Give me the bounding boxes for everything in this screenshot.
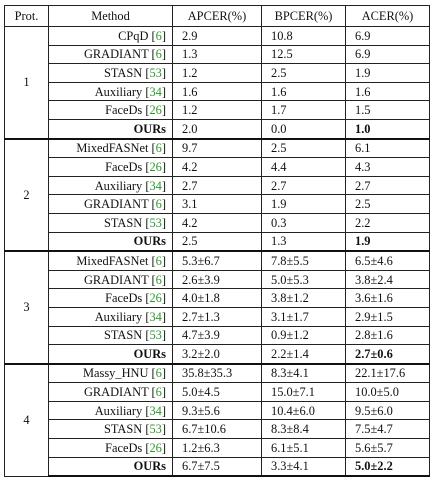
method-name: MixedFASNet — [76, 141, 149, 156]
method-name: FaceDs — [105, 103, 143, 118]
bpcer-cell: 2.2±1.4 — [262, 345, 346, 364]
method-name: STASN — [103, 328, 143, 343]
method-cell: MixedFASNet [6] — [49, 139, 173, 158]
apcer-cell: 4.7±3.9 — [173, 326, 262, 345]
protocol-cell: 4 — [5, 364, 49, 477]
acer-cell: 6.9 — [346, 27, 430, 46]
apcer-cell: 5.0±4.5 — [173, 383, 262, 402]
method-cell: STASN [53] — [49, 64, 173, 83]
acer-cell: 1.6 — [346, 82, 430, 101]
citation-link[interactable]: 6 — [155, 28, 162, 43]
method-name: GRADIANT — [83, 197, 149, 212]
table-row — [5, 307, 430, 326]
table-row — [5, 270, 430, 289]
header-acer: ACER(%) — [346, 6, 430, 27]
apcer-cell: 9.7 — [173, 139, 262, 158]
bpcer-cell: 0.3 — [262, 213, 346, 232]
table-row — [5, 345, 430, 364]
citation-link[interactable]: 34 — [149, 403, 162, 418]
method-name: GRADIANT — [83, 272, 149, 287]
acer-cell: 2.7±0.6 — [346, 345, 430, 364]
apcer-cell: 6.7±7.5 — [173, 457, 262, 476]
table-row — [5, 251, 430, 270]
apcer-cell: 2.7±1.3 — [173, 307, 262, 326]
apcer-cell: 9.3±5.6 — [173, 401, 262, 420]
method-cell — [49, 232, 173, 251]
method-name: OURs — [133, 234, 166, 249]
bpcer-cell: 3.8±1.2 — [262, 289, 346, 308]
citation-link[interactable]: 6 — [155, 385, 162, 400]
bpcer-cell: 3.1±1.7 — [262, 307, 346, 326]
bpcer-cell: 0.0 — [262, 119, 346, 138]
bpcer-cell: 12.5 — [262, 45, 346, 64]
apcer-cell: 5.3±6.7 — [173, 251, 262, 270]
apcer-cell: 2.6±3.9 — [173, 270, 262, 289]
method-cell: GRADIANT [6] — [49, 270, 173, 289]
apcer-cell: 2.5 — [173, 232, 262, 251]
method-name: STASN — [103, 422, 143, 437]
apcer-cell: 2.9 — [173, 27, 262, 46]
table-row — [5, 420, 430, 439]
method-name: OURs — [133, 121, 166, 136]
bpcer-cell: 10.4±6.0 — [262, 401, 346, 420]
acer-cell: 3.6±1.6 — [346, 289, 430, 308]
header-row — [5, 6, 430, 27]
protocol-cell: 3 — [5, 251, 49, 364]
method-name: Auxiliary — [94, 403, 143, 418]
method-cell: STASN [53] — [49, 420, 173, 439]
method-cell: Auxiliary [34] — [49, 82, 173, 101]
table-row — [5, 457, 430, 476]
bpcer-cell: 8.3±4.1 — [262, 364, 346, 383]
table-row — [5, 383, 430, 402]
method-name: STASN — [103, 215, 143, 230]
table-row — [5, 326, 430, 345]
bpcer-cell: 1.7 — [262, 101, 346, 120]
citation-link[interactable]: 53 — [149, 328, 162, 343]
method-name: CPqD — [118, 28, 149, 43]
acer-cell: 5.0±2.2 — [346, 457, 430, 476]
citation-link[interactable]: 34 — [149, 309, 162, 324]
acer-cell: 1.9 — [346, 232, 430, 251]
acer-cell: 10.0±5.0 — [346, 383, 430, 402]
acer-cell: 1.9 — [346, 64, 430, 83]
method-cell — [49, 457, 173, 476]
bpcer-cell: 2.5 — [262, 139, 346, 158]
citation-link[interactable]: 26 — [149, 291, 162, 306]
method-name: GRADIANT — [83, 385, 149, 400]
table-row — [5, 27, 430, 46]
acer-cell: 9.5±6.0 — [346, 401, 430, 420]
bpcer-cell: 0.9±1.2 — [262, 326, 346, 345]
acer-cell: 1.5 — [346, 101, 430, 120]
method-name: FaceDs — [105, 291, 143, 306]
apcer-cell: 4.2 — [173, 213, 262, 232]
citation-link[interactable]: 6 — [155, 253, 162, 268]
bpcer-cell: 1.9 — [262, 195, 346, 214]
table-row — [5, 195, 430, 214]
protocol-cell: 2 — [5, 139, 49, 252]
header-protocol: Prot. — [5, 6, 49, 27]
method-name: STASN — [103, 65, 143, 80]
acer-cell: 6.5±4.6 — [346, 251, 430, 270]
bpcer-cell: 4.4 — [262, 158, 346, 177]
protocol-cell: 1 — [5, 27, 49, 139]
citation-link[interactable]: 26 — [149, 103, 162, 118]
table-row — [5, 101, 430, 120]
header-apcer: APCER(%) — [173, 6, 262, 27]
method-cell — [49, 119, 173, 138]
citation-link[interactable]: 26 — [149, 440, 162, 455]
acer-cell: 6.1 — [346, 139, 430, 158]
method-name: Auxiliary — [94, 178, 143, 193]
method-name: Auxiliary — [94, 84, 143, 99]
apcer-cell: 2.0 — [173, 119, 262, 138]
method-cell — [49, 345, 173, 364]
header-method: Method — [49, 6, 173, 27]
table-row — [5, 82, 430, 101]
apcer-cell: 4.2 — [173, 158, 262, 177]
method-name: Massy_HNU — [83, 366, 149, 381]
method-cell: GRADIANT [6] — [49, 195, 173, 214]
method-cell: FaceDs [26] — [49, 439, 173, 458]
acer-cell: 7.5±4.7 — [346, 420, 430, 439]
apcer-cell: 3.2±2.0 — [173, 345, 262, 364]
table-row — [5, 119, 430, 138]
citation-link[interactable]: 6 — [155, 272, 162, 287]
bpcer-cell: 7.8±5.5 — [262, 251, 346, 270]
table-row — [5, 232, 430, 251]
table-row — [5, 289, 430, 308]
citation-link[interactable]: 6 — [155, 366, 162, 381]
citation-link[interactable]: 34 — [149, 178, 162, 193]
citation-link[interactable]: 6 — [155, 141, 162, 156]
bpcer-cell: 1.6 — [262, 82, 346, 101]
table-row — [5, 364, 430, 383]
apcer-cell: 4.0±1.8 — [173, 289, 262, 308]
method-cell: FaceDs [26] — [49, 101, 173, 120]
method-cell: Massy_HNU [6] — [49, 364, 173, 383]
table-row — [5, 158, 430, 177]
method-cell: Auxiliary [34] — [49, 176, 173, 195]
bpcer-cell: 2.7 — [262, 176, 346, 195]
results-table — [4, 5, 430, 477]
apcer-cell: 2.7 — [173, 176, 262, 195]
table-row — [5, 139, 430, 158]
bpcer-cell: 10.8 — [262, 27, 346, 46]
header-bpcer: BPCER(%) — [262, 6, 346, 27]
bpcer-cell: 1.3 — [262, 232, 346, 251]
method-cell: GRADIANT [6] — [49, 383, 173, 402]
acer-cell: 4.3 — [346, 158, 430, 177]
table-row — [5, 176, 430, 195]
table-row — [5, 213, 430, 232]
bpcer-cell: 15.0±7.1 — [262, 383, 346, 402]
method-cell: STASN [53] — [49, 213, 173, 232]
table-row — [5, 439, 430, 458]
method-cell: Auxiliary [34] — [49, 401, 173, 420]
method-name: OURs — [133, 346, 166, 361]
citation-link[interactable]: 26 — [149, 159, 162, 174]
acer-cell: 2.2 — [346, 213, 430, 232]
method-cell: STASN [53] — [49, 326, 173, 345]
method-cell: FaceDs [26] — [49, 289, 173, 308]
acer-cell: 1.0 — [346, 119, 430, 138]
bpcer-cell: 3.3±4.1 — [262, 457, 346, 476]
citation-link[interactable]: 6 — [155, 47, 162, 62]
bpcer-cell: 5.0±5.3 — [262, 270, 346, 289]
acer-cell: 2.8±1.6 — [346, 326, 430, 345]
apcer-cell: 3.1 — [173, 195, 262, 214]
apcer-cell: 1.2±6.3 — [173, 439, 262, 458]
method-name: FaceDs — [105, 159, 143, 174]
apcer-cell: 1.3 — [173, 45, 262, 64]
bpcer-cell: 8.3±8.4 — [262, 420, 346, 439]
acer-cell: 22.1±17.6 — [346, 364, 430, 383]
citation-link[interactable]: 6 — [155, 197, 162, 212]
method-name: GRADIANT — [83, 47, 149, 62]
method-cell: GRADIANT [6] — [49, 45, 173, 64]
acer-cell: 2.9±1.5 — [346, 307, 430, 326]
table-row — [5, 401, 430, 420]
table-body — [5, 27, 430, 477]
apcer-cell: 35.8±35.3 — [173, 364, 262, 383]
citation-link[interactable]: 53 — [149, 65, 162, 80]
table-row — [5, 45, 430, 64]
citation-link[interactable]: 53 — [149, 422, 162, 437]
method-cell: MixedFASNet [6] — [49, 251, 173, 270]
apcer-cell: 1.2 — [173, 101, 262, 120]
method-cell: Auxiliary [34] — [49, 307, 173, 326]
method-cell: CPqD [6] — [49, 27, 173, 46]
table-row — [5, 64, 430, 83]
method-name: Auxiliary — [94, 309, 143, 324]
method-name: OURs — [133, 459, 166, 474]
acer-cell: 2.5 — [346, 195, 430, 214]
acer-cell: 5.6±5.7 — [346, 439, 430, 458]
apcer-cell: 6.7±10.6 — [173, 420, 262, 439]
method-cell: FaceDs [26] — [49, 158, 173, 177]
apcer-cell: 1.6 — [173, 82, 262, 101]
method-name: FaceDs — [105, 440, 143, 455]
acer-cell: 2.7 — [346, 176, 430, 195]
acer-cell: 6.9 — [346, 45, 430, 64]
bpcer-cell: 6.1±5.1 — [262, 439, 346, 458]
citation-link[interactable]: 53 — [149, 215, 162, 230]
citation-link[interactable]: 34 — [149, 84, 162, 99]
apcer-cell: 1.2 — [173, 64, 262, 83]
acer-cell: 3.8±2.4 — [346, 270, 430, 289]
bpcer-cell: 2.5 — [262, 64, 346, 83]
method-name: MixedFASNet — [76, 253, 149, 268]
